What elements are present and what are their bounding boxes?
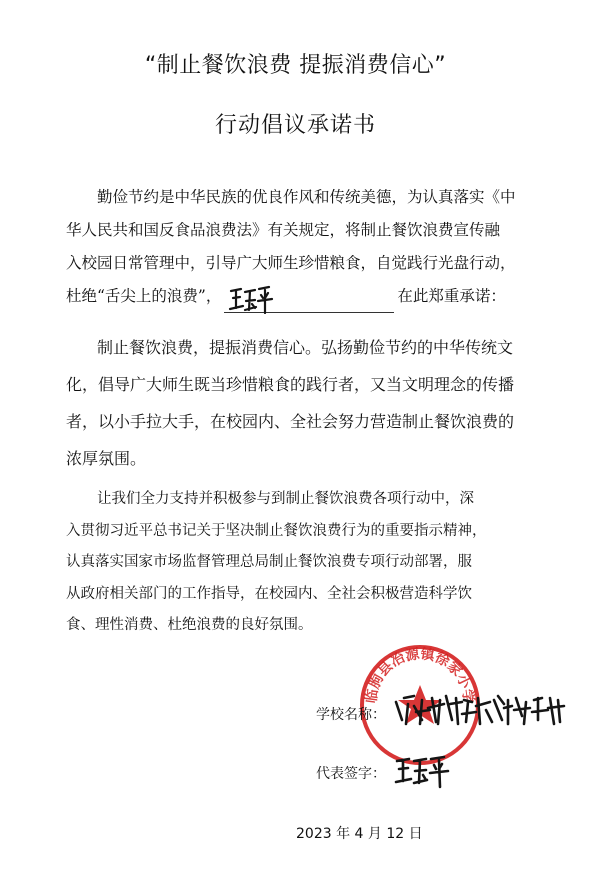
representative-signature [394,749,454,789]
seal-text: 临朐县冶源镇徐家小学 [363,646,477,705]
paragraph-intro-line [66,280,536,313]
paragraph-commitment-line: 化，倡导广大师生既当珍惜粮食的践行者，又当文明理念的传播 [66,375,515,394]
paragraph-commitment-line: 者，以小手拉大手，在校园内、全社会努力营造制止餐饮浪费的 [66,412,515,431]
paragraph-intro-text: 在此郑重承诺： [397,287,506,305]
paragraph-action-line: 从政府相关部门的工作指导，在校园内、全社会积极营造科学饮 [66,585,472,602]
paragraph-intro-line: 入校园日常管理中，引导广大师生珍惜粮食，自觉践行光盘行动， [66,254,516,272]
paragraph-action-line: 让我们全力支持并积极参与到制止餐饮浪费各项行动中，深 [97,491,474,507]
document-subtitle: 行动倡议承诺书 [214,113,376,138]
document-title: “制止餐饮浪费 提振消费信心” [144,53,447,78]
paragraph-commitment [66,329,536,477]
paragraph-intro [66,181,536,313]
school-name-handwritten [392,690,572,730]
representative-label: 代表签字： [316,766,386,782]
document-date: 2023 年 4 月 12 日 [296,826,423,842]
paragraph-intro-line: 勤俭节约是中华民族的优良作风和传统美德，为认真落实《中 [97,188,516,206]
paragraph-action-line: 认真落实国家市场监督管理总局制止餐饮浪费专项行动部署，服 [66,554,472,570]
paragraph-action [66,484,536,642]
paragraph-intro-text: 杜绝“舌尖上的浪费”， [66,287,222,305]
signer-blank [224,290,394,313]
paragraph-action-line: 食、理性消费、杜绝浪费的良好氛围。 [66,617,313,633]
paragraph-commitment-line: 制止餐饮浪费，提振消费信心。弘扬勤俭节约的中华传统文 [97,338,514,357]
paragraph-commitment-line: 浓厚氛围。 [66,449,147,468]
school-name-label: 学校名称： [316,707,386,723]
paragraph-action-line: 入贯彻习近平总书记关于坚决制止餐饮浪费行为的重要指示精神， [66,522,487,539]
signer-signature [228,282,274,314]
paragraph-intro-line: 华人民共和国反食品浪费法》有关规定，将制止餐饮浪费宣传融 [66,221,501,239]
